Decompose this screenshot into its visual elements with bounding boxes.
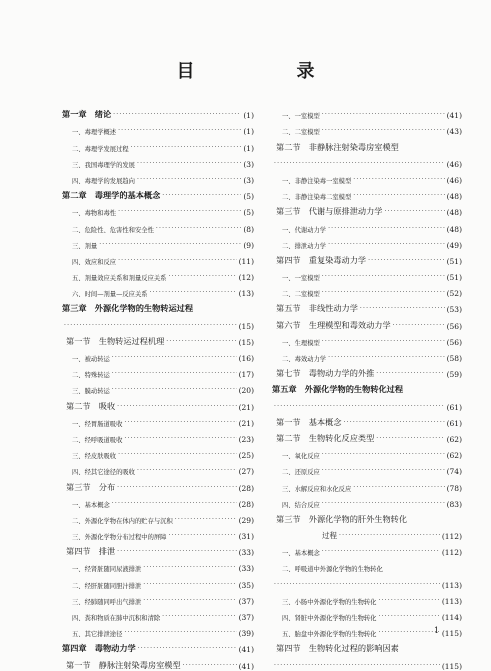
toc-entry (62, 573, 254, 589)
toc-entry (62, 460, 254, 476)
toc-entry (272, 169, 462, 185)
toc-entry-page: (31) (238, 532, 254, 542)
toc-entry (62, 314, 254, 330)
toc-entry (62, 234, 254, 250)
toc-entry-page: (115) (441, 661, 462, 671)
toc-entry-title: 第三节 外源化学物的肝外生物转化 (276, 513, 408, 524)
toc-entry-title: 第三节 分布 (66, 481, 116, 492)
toc-entry-title: 二、外源化学物在体内的贮存与沉积 (72, 517, 173, 525)
dot-leader (118, 450, 237, 460)
toc-entry (62, 104, 254, 120)
toc-entry (62, 638, 254, 654)
toc-entry-page: (35) (238, 580, 254, 590)
dot-leader (322, 126, 445, 136)
toc-entry-title: 二、毒理学发展过程 (72, 145, 129, 153)
toc-entry (272, 250, 462, 266)
toc-entry-page: (62) (446, 451, 462, 461)
dot-leader (274, 159, 445, 169)
dot-leader (168, 272, 236, 282)
toc-entry-page: (1) (243, 111, 254, 121)
toc-entry (272, 444, 462, 460)
toc-entry-title: 五、剂量效应关系和剂量反应关系 (72, 275, 167, 283)
toc-entry-page: (21) (238, 418, 254, 428)
toc-entry (272, 347, 462, 363)
toc-entry-title: 第四节 生物转化过程的影响因素 (276, 643, 399, 654)
dot-leader (353, 175, 444, 185)
dot-leader (143, 596, 236, 606)
toc-entry-page: (21) (238, 402, 254, 412)
toc-entry-page: (113) (441, 580, 462, 590)
dot-leader (118, 207, 241, 217)
toc-entry-page: (15) (238, 321, 254, 331)
toc-entry-page: (3) (243, 175, 254, 185)
toc-entry (272, 573, 462, 589)
toc-entry-title: 第二节 生物转化反应类型 (276, 432, 375, 443)
toc-entry-title: 二、毒效动力学 (282, 356, 327, 363)
dot-leader (131, 143, 242, 153)
toc-entry-page: (41) (238, 661, 254, 671)
dot-leader (322, 288, 445, 298)
dot-leader (274, 580, 440, 590)
toc-entry-title: 三、水解反应和水化反应 (282, 485, 352, 493)
dot-leader (118, 256, 237, 266)
toc-entry-title: 一、一室模型 (282, 113, 320, 121)
toc-entry-page: (48) (446, 208, 462, 218)
toc-entry (272, 509, 462, 525)
toc-entry (62, 622, 254, 638)
toc-entry (62, 395, 254, 411)
toc-entry-page: (5) (243, 208, 254, 218)
toc-entry-page: (52) (446, 289, 462, 299)
dot-leader (339, 531, 440, 541)
toc-entry-title: 四、肾脏中外源化学物的生物转化 (282, 615, 377, 622)
toc-entry (62, 250, 254, 266)
toc-entry-title: 三、经肺随同呼出气排泄 (72, 598, 142, 606)
toc-entry-page: (8) (243, 224, 254, 234)
toc-entry-title: 一、非静注染毒一室模型 (282, 177, 352, 185)
toc-entry-title: 第一节 基本概念 (276, 416, 342, 427)
toc-entry (272, 412, 462, 428)
toc-entry-page: (43) (446, 127, 462, 137)
toc-entry-page: (46) (446, 175, 462, 185)
toc-entry-page: (61) (446, 402, 462, 412)
dot-leader (368, 256, 445, 266)
toc-entry-title: 一、毒物和毒性 (72, 210, 117, 218)
toc-entry-title: 四、结合反应 (282, 501, 320, 509)
dot-leader (124, 628, 236, 638)
dot-leader (137, 466, 237, 476)
toc-entry-page: (41) (238, 645, 254, 655)
dot-leader (99, 240, 241, 250)
toc-entry-page: (9) (243, 240, 254, 250)
toc-entry-page: (61) (446, 418, 462, 428)
toc-entry-page: (59) (446, 370, 462, 380)
toc-entry-page: (5) (243, 192, 254, 202)
toc-entry-title: 过程 (322, 531, 337, 541)
toc-entry (62, 347, 254, 363)
toc-entry (62, 476, 254, 492)
toc-entry-page: (113) (441, 596, 462, 606)
toc-entry (62, 120, 254, 136)
toc-entry (62, 606, 254, 622)
toc-entry-title: 二、危险性、危害性和安全性 (72, 226, 154, 234)
dot-leader (378, 628, 439, 638)
toc-entry-page: (74) (446, 467, 462, 477)
toc-entry-title: 二、非静注染毒二室模型 (282, 194, 352, 202)
toc-entry-title: 二、二室模型 (282, 129, 320, 137)
dot-leader (150, 288, 237, 298)
dot-leader (137, 159, 241, 169)
dot-leader (344, 418, 445, 428)
toc-entry-title: 一、经肾脏随同尿液排泄 (72, 566, 142, 574)
toc-entry-page: (48) (446, 224, 462, 234)
dot-leader (376, 369, 444, 379)
toc-entry-page: (62) (446, 434, 462, 444)
dot-leader (322, 450, 445, 460)
dot-leader (64, 321, 237, 331)
toc-entry-title: 第一节 生物转运过程机理 (66, 335, 165, 346)
toc-entry-title: 第五节 非线性动力学 (276, 303, 358, 314)
toc-entry-title: 第四节 重复染毒动力学 (276, 254, 367, 265)
toc-entry (62, 169, 254, 185)
toc-entry-title: 一、经胃肠道吸收 (72, 420, 123, 428)
toc-entry (272, 476, 462, 492)
toc-entry-page: (51) (446, 256, 462, 266)
toc-entry (62, 379, 254, 395)
toc-entry (272, 493, 462, 509)
dot-leader (328, 353, 445, 363)
toc-entry-title: 一、一室模型 (282, 275, 320, 283)
toc-entry (62, 282, 254, 298)
toc-entry-page: (48) (446, 192, 462, 202)
toc-entry (62, 590, 254, 606)
toc-entry-title: 五、胎盘中外源化学物的生物转化 (282, 631, 377, 639)
dot-leader (384, 207, 444, 217)
toc-entry-page: (33) (238, 548, 254, 558)
toc-entry-page: (23) (238, 434, 254, 444)
toc-entry (272, 395, 462, 411)
toc-entry-title: 第四章 毒物动力学 (62, 643, 136, 654)
dot-leader (162, 191, 241, 201)
toc-entry (272, 234, 462, 250)
toc-entry-title: 五、其它排泄途径 (72, 631, 123, 639)
toc-entry-title: 三、我国毒理学的发展 (72, 161, 135, 169)
toc-entry-title: 二、经肝脏随同胆汁排泄 (72, 582, 142, 590)
toc-entry-page: (58) (446, 354, 462, 363)
toc-entry-page: (27) (238, 467, 254, 477)
toc-entry-title: 一、代谢动力学 (282, 226, 327, 234)
dot-leader (138, 644, 237, 654)
toc-entry (272, 606, 462, 622)
toc-entry-title: 第七节 毒物动力学的外推 (276, 368, 375, 379)
toc-entry (272, 153, 462, 169)
toc-entry-page: (56) (446, 321, 462, 331)
toc-entry-title: 第五章 外源化学物的生物转化过程 (272, 384, 404, 395)
toc-entry (272, 282, 462, 298)
toc-entry-page: (115) (441, 629, 462, 639)
dot-leader (124, 434, 236, 444)
page-title: 目 录 (176, 61, 357, 82)
toc-entry (272, 638, 462, 654)
toc-entry (62, 363, 254, 379)
toc-entry-page: (37) (238, 613, 254, 622)
toc-entry-page: (46) (446, 159, 462, 169)
toc-entry (62, 217, 254, 233)
dot-leader (328, 224, 445, 234)
toc-entry (272, 363, 462, 379)
toc-entry (62, 153, 254, 169)
toc-entry-page: (53) (446, 305, 462, 315)
toc-entry (272, 590, 462, 606)
dot-leader (156, 224, 242, 234)
toc-entry (272, 201, 462, 217)
dot-leader (162, 612, 236, 622)
toc-entry-title: 二、特殊转运 (72, 372, 110, 380)
dot-leader (112, 369, 237, 379)
toc-entry-title: 一、基本概念 (282, 550, 320, 558)
toc-entry-title: 三、小肠中外源化学物的生物转化 (282, 598, 377, 606)
toc-entry-page: (114) (441, 613, 462, 622)
toc-entry-page: (39) (238, 629, 254, 639)
toc-entry-title: 二、二室模型 (282, 291, 320, 299)
toc-entry-title: 二、还原反应 (282, 469, 320, 477)
toc-entry-page: (56) (446, 337, 462, 347)
toc-entry-title: 三、膜动转运 (72, 388, 110, 396)
toc-entry-page: (13) (238, 289, 254, 299)
toc-entry (272, 541, 462, 557)
toc-entry (272, 460, 462, 476)
dot-leader (112, 353, 237, 363)
toc-entry-page: (78) (446, 483, 462, 493)
toc-entry-title: 三、剂量 (72, 242, 98, 250)
dot-leader (353, 483, 444, 493)
dot-leader (353, 191, 444, 201)
toc-entry (272, 185, 462, 201)
toc-entry-page: (29) (238, 515, 254, 525)
toc-entry-page: (28) (238, 499, 254, 509)
toc-entry-page: (33) (238, 564, 254, 574)
toc-entry (272, 120, 462, 136)
toc-entry-title: 一、生理模型 (282, 339, 320, 347)
toc-entry-page: (28) (238, 483, 254, 493)
dot-leader (322, 272, 445, 282)
toc-entry-title: 第六节 生理模型和毒效动力学 (276, 319, 391, 330)
toc-entry-page: (51) (446, 273, 462, 283)
page-number: 1 (434, 626, 440, 635)
toc-entry (272, 654, 462, 670)
dot-leader (143, 580, 236, 590)
toc-entry (62, 136, 254, 152)
toc-entry (62, 185, 254, 201)
dot-leader (322, 110, 445, 120)
toc-entry-title: 第一节 静脉注射染毒房室模型 (66, 659, 181, 670)
toc-entry (272, 217, 462, 233)
toc-entry-page: (112) (441, 532, 462, 542)
dot-leader (166, 337, 236, 347)
toc-entry (272, 428, 462, 444)
toc-entry-title: 六、时间—剂量—反应关系 (72, 291, 148, 299)
dot-leader (118, 126, 241, 136)
dot-leader (137, 175, 241, 185)
toc-left-column (62, 104, 254, 671)
toc-entry-title: 一、基本概念 (72, 501, 110, 509)
toc-entry-title: 四、效应和反应 (72, 258, 117, 266)
dot-leader (328, 240, 445, 250)
dot-leader (117, 547, 236, 557)
toc-entry-title: 四、经其它途径的吸收 (72, 469, 135, 477)
toc-entry (62, 509, 254, 525)
dot-leader (124, 418, 236, 428)
toc-entry (62, 525, 254, 541)
toc-entry-page: (20) (238, 386, 254, 396)
toc-right-column (272, 104, 462, 671)
toc-entry (272, 298, 462, 314)
toc-entry (272, 557, 462, 573)
toc-entry (62, 266, 254, 282)
toc-entry (62, 331, 254, 347)
dot-leader (322, 547, 440, 557)
toc-entry (62, 541, 254, 557)
toc-entry (272, 104, 462, 120)
toc-entry-page: (25) (238, 451, 254, 461)
toc-entry-page: (83) (446, 499, 462, 509)
toc-entry-page: (49) (446, 240, 462, 250)
toc-entry-page: (15) (238, 337, 254, 347)
toc-entry (272, 331, 462, 347)
toc-entry-page: (11) (238, 256, 254, 266)
toc-entry-title: 第二节 吸收 (66, 400, 116, 411)
toc-entry-title: 第三章 外源化学物的生物转运过程 (62, 303, 194, 314)
toc-entry-title: 四、粪和物质在肺中沉积和清除 (72, 615, 161, 622)
toc-entry (62, 298, 254, 314)
toc-entry-page: (37) (238, 596, 254, 606)
dot-leader (378, 612, 439, 622)
toc-entry-page: (41) (446, 111, 462, 121)
dot-leader (112, 499, 237, 509)
dot-leader (183, 661, 237, 671)
toc-entry-title: 三、外源化学物分布过程中的屏障 (72, 534, 167, 542)
toc-entry-title: 二、排泄动力学 (282, 242, 327, 250)
dot-leader (117, 402, 236, 412)
dot-leader (376, 434, 444, 444)
toc-entry (62, 493, 254, 509)
toc-entry-title: 第二节 非静脉注射染毒房室模型 (276, 141, 399, 152)
toc-entry (62, 412, 254, 428)
dot-leader (360, 304, 445, 314)
toc-entry (272, 525, 462, 541)
dot-leader (274, 402, 445, 412)
toc-entry (272, 314, 462, 330)
toc-entry-title: 第四节 排泄 (66, 546, 116, 557)
toc-entry-title: 一、毒理学概述 (72, 129, 117, 137)
dot-leader (143, 563, 236, 573)
dot-leader (117, 483, 236, 493)
dot-leader (168, 531, 236, 541)
toc-entry-page: (1) (243, 127, 254, 137)
toc-entry (62, 557, 254, 573)
toc-entry-title: 一、被动转运 (72, 356, 110, 363)
toc-entry-title: 四、毒理学的发展趋向 (72, 177, 135, 185)
toc-entry-title: 第三节 代谢与原排泄动力学 (276, 206, 383, 217)
toc-entry (272, 379, 462, 395)
toc-entry (62, 201, 254, 217)
dot-leader (378, 596, 439, 606)
toc-entry (62, 444, 254, 460)
toc-entry-page: (12) (238, 273, 254, 283)
toc-entry-title: 第一章 绪论 (62, 109, 112, 120)
dot-leader (322, 499, 445, 509)
toc-entry (272, 136, 462, 152)
dot-leader (322, 466, 445, 476)
dot-leader (393, 321, 445, 331)
dot-leader (175, 515, 237, 525)
dot-leader (112, 385, 237, 395)
toc-entry (62, 428, 254, 444)
dot-leader (274, 661, 440, 671)
toc-entry-title: 第二章 毒理学的基本概念 (62, 190, 161, 201)
toc-entry-title: 三、经皮肤吸收 (72, 453, 117, 461)
toc-entry-page: (112) (441, 548, 462, 558)
toc-entry-page: (17) (238, 370, 254, 380)
toc-entry-title: 二、经呼吸道吸收 (72, 436, 123, 444)
dot-leader (322, 337, 445, 347)
dot-leader (113, 110, 241, 120)
toc-entry-page: (3) (243, 159, 254, 169)
toc-entry-title: 一、氧化反应 (282, 453, 320, 461)
toc-entry-page: (1) (243, 143, 254, 153)
toc-entry (272, 266, 462, 282)
toc-entry (62, 654, 254, 670)
toc-entry-page: (16) (238, 354, 254, 363)
toc-entry-title: 二、呼吸道中外源化学物的生物转化 (282, 566, 383, 574)
